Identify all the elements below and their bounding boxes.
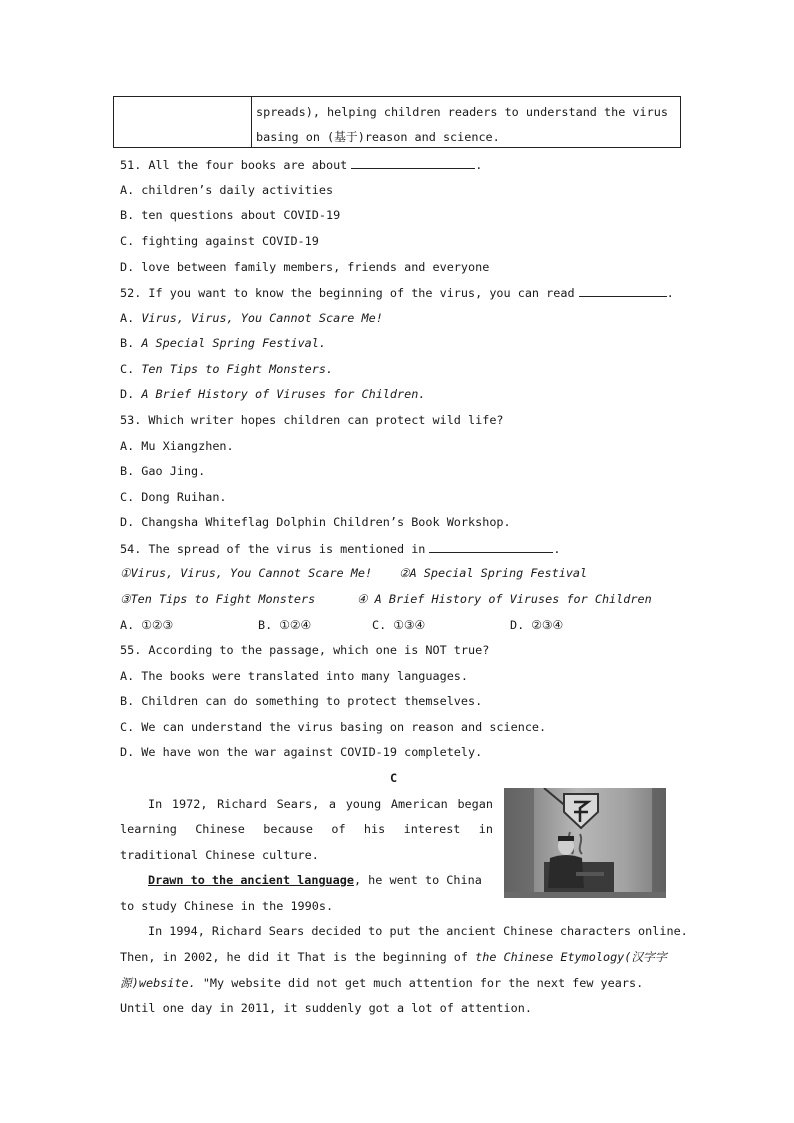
- section-title: C: [390, 771, 398, 785]
- option-51-b: B. ten questions about COVID-19: [120, 208, 341, 222]
- word: a: [328, 797, 336, 811]
- table-cell-line-1: spreads), helping children readers to understand the virus: [256, 105, 668, 119]
- p3-line-1: In 1994, Richard Sears decided to put the ancient Chinese characters online.: [148, 924, 688, 938]
- question-end: .: [475, 158, 483, 172]
- question-53: 53. Which writer hopes children can protect wild life?: [120, 413, 504, 427]
- p3-line-3: [120, 974, 643, 991]
- item-54-2: ②A Special Spring Festival: [399, 566, 588, 580]
- option-54-c: C. ①③④: [372, 618, 426, 632]
- p3-plain: Then, in 2002, he did it That is the beginning of: [120, 950, 469, 964]
- word: learning: [120, 822, 177, 836]
- question-52-stem: 52. If you want to know the beginning of the virus, you can read: [120, 286, 575, 300]
- item-54-3: ③Ten Tips to Fight Monsters: [120, 592, 316, 606]
- option-54-d: D. ②③④: [510, 618, 564, 632]
- p3-line-4: Until one day in 2011, it suddenly got a lot of attention.: [120, 1001, 532, 1015]
- question-54: [120, 541, 561, 556]
- word: In: [148, 797, 163, 811]
- word: Chinese: [195, 822, 245, 836]
- photo-illustration: [504, 788, 666, 898]
- word: began: [457, 797, 493, 811]
- option-52-a: [120, 311, 383, 325]
- word: in: [478, 822, 493, 836]
- p2-line-1: [148, 873, 482, 887]
- option-51-d: D. love between family members, friends and everyone: [120, 260, 490, 274]
- option-55-b: B. Children can do something to protect themselves.: [120, 694, 483, 708]
- quote-start: "My website did not get much attention for the next few years.: [202, 976, 644, 990]
- question-51-stem: 51. All the four books are about: [120, 158, 348, 172]
- option-52-c: [120, 362, 333, 376]
- website-name-cont: 源)website.: [120, 976, 196, 990]
- p2-line-2: to study Chinese in the 1990s.: [120, 899, 334, 913]
- word: Sears,: [276, 797, 320, 811]
- book-title: Ten Tips to Fight Monsters.: [141, 362, 334, 376]
- word: his: [363, 822, 386, 836]
- option-54-a: A. ①②③: [120, 618, 174, 632]
- option-53-c: C. Dong Ruihan.: [120, 490, 227, 504]
- answer-blank: [579, 285, 667, 297]
- word: because: [263, 822, 313, 836]
- option-letter: A.: [120, 311, 135, 325]
- option-letter: D.: [120, 387, 135, 401]
- p1-line-1: [148, 797, 493, 811]
- option-55-a: A. The books were translated into many languages.: [120, 669, 469, 683]
- option-letter: B.: [120, 336, 135, 350]
- question-end: .: [666, 286, 674, 300]
- option-52-d: [120, 387, 425, 401]
- question-55: 55. According to the passage, which one is NOT true?: [120, 643, 490, 657]
- p3-line-2: [120, 948, 667, 965]
- underlined-phrase: Drawn to the ancient language: [148, 873, 354, 887]
- option-53-d: D. Changsha Whiteflag Dolphin Children’s Book Workshop.: [120, 515, 511, 529]
- item-54-1: ①Virus, Virus, You Cannot Scare Me!: [120, 566, 373, 580]
- p2-rest: , he went to China: [353, 873, 482, 887]
- question-54-stem: 54. The spread of the virus is mentioned in: [120, 542, 426, 556]
- option-53-b: B. Gao Jing.: [120, 464, 206, 478]
- book-title: A Brief History of Viruses for Children.: [141, 387, 426, 401]
- question-51: [120, 157, 482, 172]
- book-title: Virus, Virus, You Cannot Scare Me!: [141, 311, 383, 325]
- option-letter: C.: [120, 362, 135, 376]
- option-55-d: D. We have won the war against COVID-19 completely.: [120, 745, 483, 759]
- table-cell-line-2: basing on (基于)reason and science.: [256, 130, 500, 144]
- option-54-b: B. ①②④: [258, 618, 312, 632]
- option-51-c: C. fighting against COVID-19: [120, 234, 319, 248]
- option-52-b: [120, 336, 326, 350]
- p1-line-2: [120, 822, 493, 836]
- answer-blank: [429, 541, 553, 553]
- word: 1972,: [171, 797, 208, 811]
- word: young: [345, 797, 382, 811]
- table-divider: [251, 97, 252, 147]
- word: Richard: [217, 797, 267, 811]
- answer-blank: [351, 157, 475, 169]
- website-name: the Chinese Etymology(汉字字: [475, 950, 667, 964]
- word: American: [390, 797, 448, 811]
- word: interest: [403, 822, 461, 836]
- item-54-4: ④ A Brief History of Viruses for Children: [357, 592, 652, 606]
- p1-line-3: traditional Chinese culture.: [120, 848, 319, 862]
- richard-sears-photo: [504, 788, 666, 898]
- book-title: A Special Spring Festival.: [141, 336, 326, 350]
- option-55-c: C. We can understand the virus basing on reason and science.: [120, 720, 547, 734]
- question-52: [120, 285, 674, 300]
- book-table-fragment: [113, 96, 681, 148]
- word: of: [331, 822, 346, 836]
- question-end: .: [553, 542, 561, 556]
- option-53-a: A. Mu Xiangzhen.: [120, 439, 234, 453]
- option-51-a: A. children’s daily activities: [120, 183, 334, 197]
